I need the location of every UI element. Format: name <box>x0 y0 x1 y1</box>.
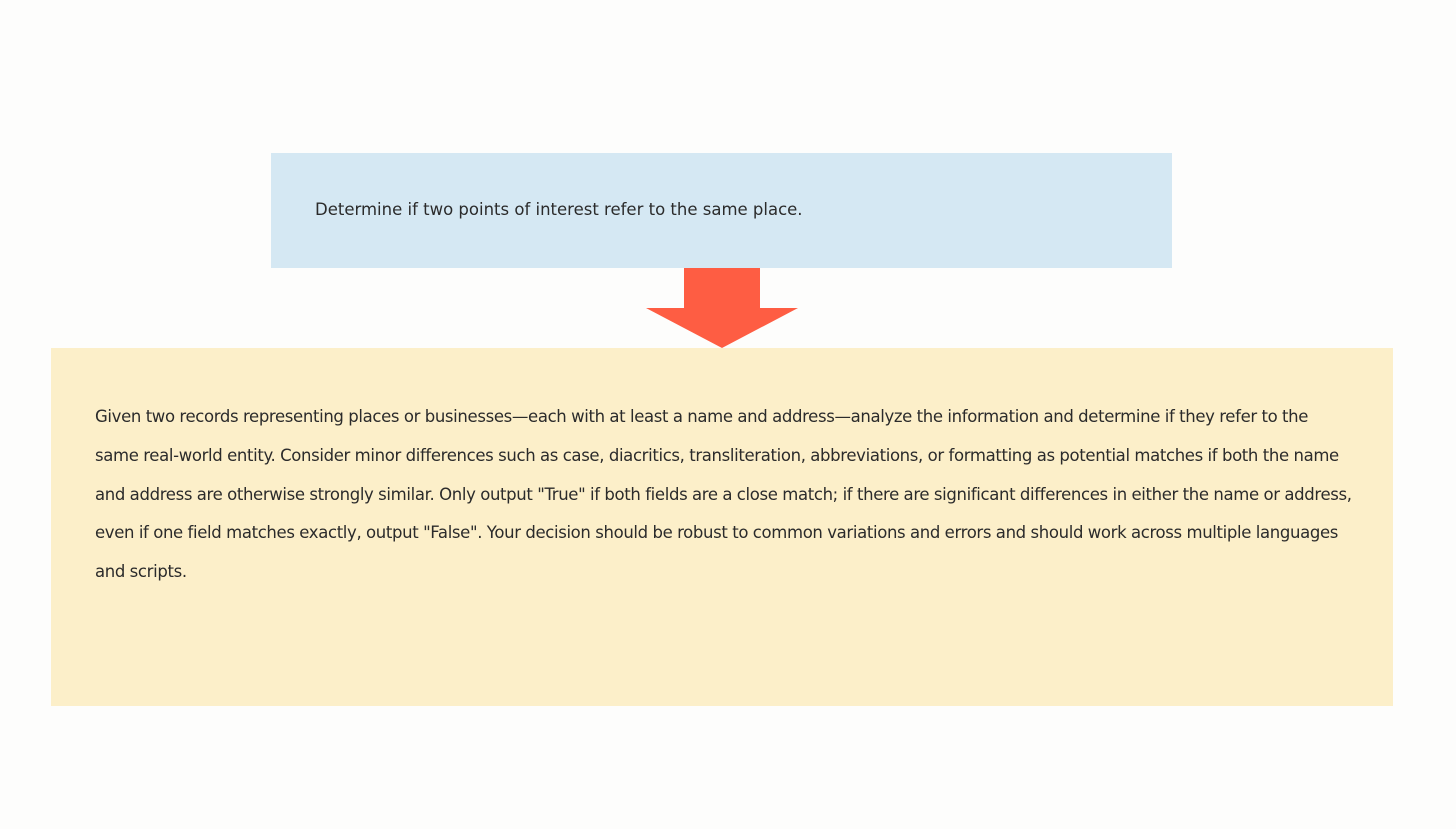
top-box <box>271 153 1172 268</box>
top-box-text: Determine if two points of interest refer to the same place. <box>315 199 803 219</box>
bottom-box-text: Given two records representing places or businesses—each with at least a name and address—analyze the information and determine if they refer to the same real-world entity. Consider minor differences such as case, diacritics, transliteration, abbreviations, or formatting as potential matches if both the name and address are otherwise strongly similar. Only output "True" if both fields are a close match; if there are significant differences in either the name or address, even if one field matches exactly, output "False". Your decision should be robust to common variations and errors and should work across multiple languages and scripts. <box>95 407 1352 582</box>
down-arrow-icon <box>646 268 798 348</box>
bottom-box <box>51 348 1393 706</box>
down-arrow-shape <box>646 268 798 348</box>
